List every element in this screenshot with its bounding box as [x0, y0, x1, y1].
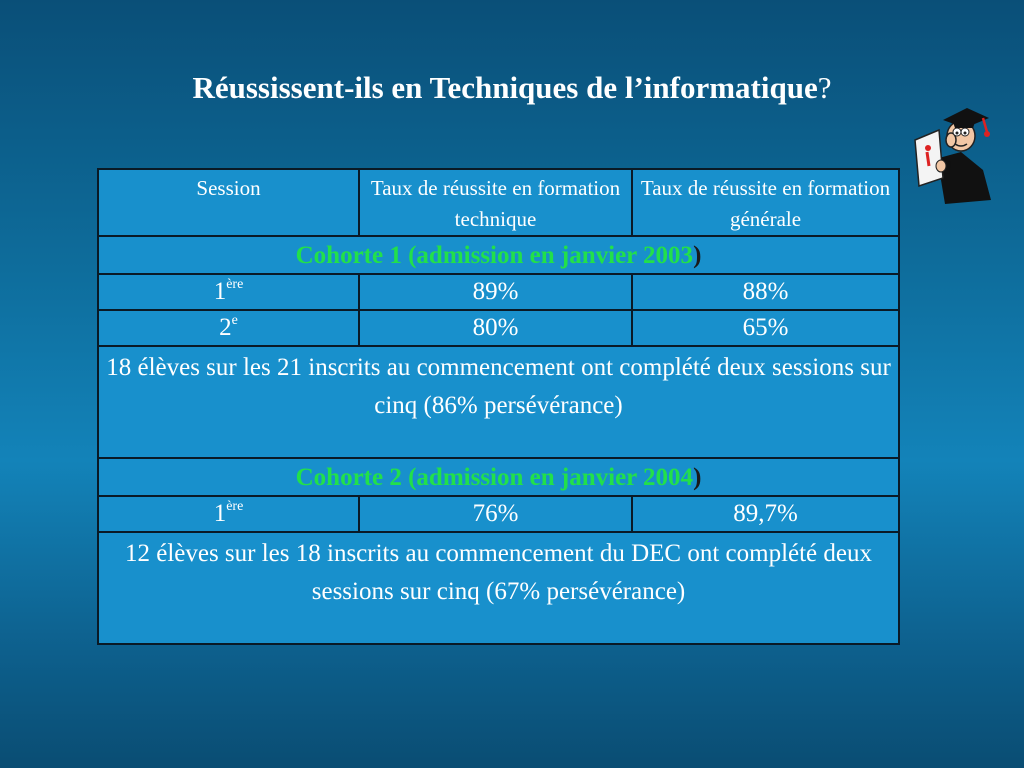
cohort-1-label — [98, 236, 899, 274]
session-ordinal: ère — [226, 276, 244, 292]
cohort-2-label — [98, 458, 899, 496]
table-row — [98, 310, 899, 346]
header-session: Session — [98, 169, 359, 236]
cohort-row — [98, 458, 899, 496]
session-cell — [98, 496, 359, 532]
session-number: 1 — [213, 500, 227, 527]
graduate-with-diploma-icon — [905, 100, 997, 208]
cohort-2-note: 12 élèves sur les 18 inscrits au commencement du DEC ont complété deux sessions sur cinq (67% persévérance) — [98, 532, 899, 644]
cohort-2-close-paren: ) — [693, 464, 702, 491]
header-taux-generale: Taux de réussite en formation générale — [632, 169, 899, 236]
taux-generale-cell: 88% — [632, 274, 899, 310]
taux-technique-cell: 80% — [359, 310, 632, 346]
cohort-1-close-paren: ) — [693, 242, 702, 269]
cohort-note-row — [98, 532, 899, 644]
cohort-note-row — [98, 346, 899, 458]
session-number: 2 — [219, 314, 232, 341]
taux-generale-cell: 89,7% — [632, 496, 899, 532]
table-header-row — [98, 169, 899, 236]
session-ordinal: ère — [226, 498, 244, 514]
header-taux-technique: Taux de réussite en formation technique — [359, 169, 632, 236]
session-cell — [98, 310, 359, 346]
table-row — [98, 496, 899, 532]
session-cell — [98, 274, 359, 310]
results-table — [97, 168, 900, 645]
session-number: 1 — [213, 278, 227, 305]
taux-technique-cell: 76% — [359, 496, 632, 532]
slide-title-text: Réussissent-ils en Techniques de l’informatique — [192, 70, 818, 105]
cohort-row — [98, 236, 899, 274]
session-ordinal: e — [231, 312, 238, 328]
slide-title — [0, 68, 1024, 108]
slide-title-question-mark: ? — [817, 70, 832, 105]
cohort-1-note: 18 élèves sur les 21 inscrits au commencement ont complété deux sessions sur cinq (86% persévérance) — [98, 346, 899, 458]
taux-technique-cell: 89% — [359, 274, 632, 310]
taux-generale-cell: 65% — [632, 310, 899, 346]
cohort-2-label-text: Cohorte 2 (admission en janvier 2004 — [295, 464, 694, 491]
table-row — [98, 274, 899, 310]
cohort-1-label-text: Cohorte 1 (admission en janvier 2003 — [295, 242, 694, 269]
